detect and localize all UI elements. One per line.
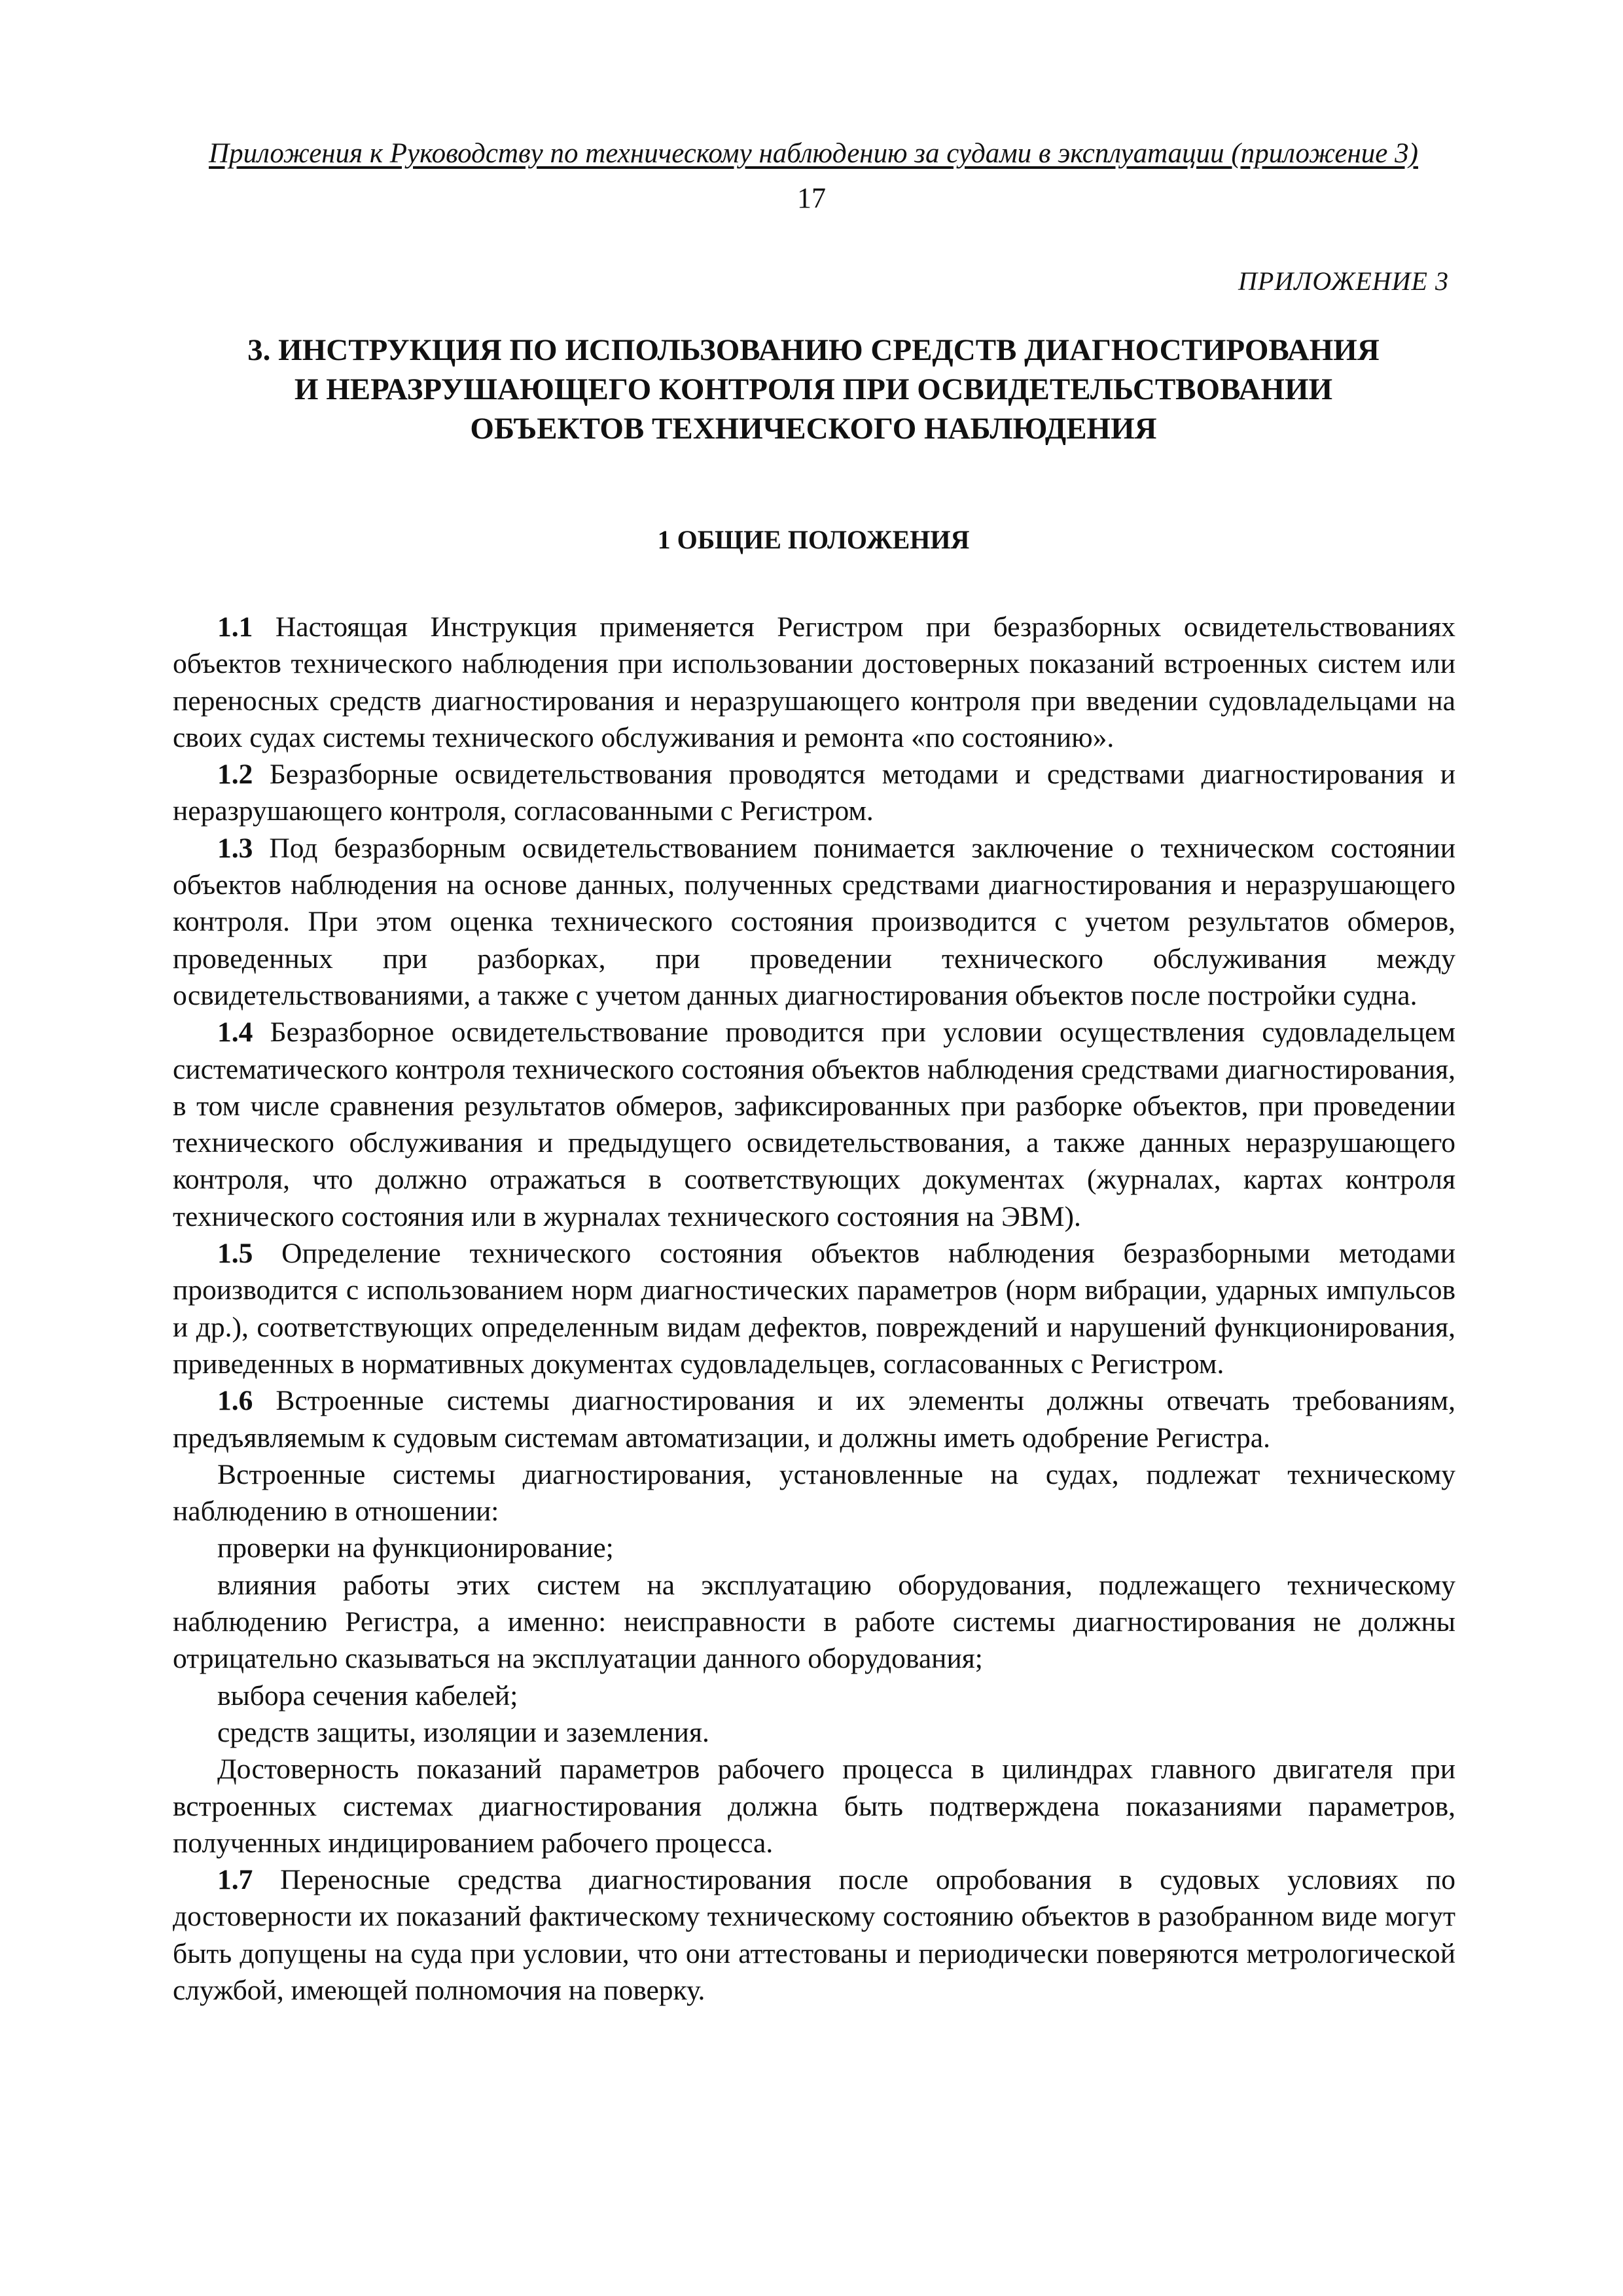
paragraph-number: 1.5 (217, 1238, 253, 1270)
paragraph-text: выбора сечения кабелей; (217, 1679, 518, 1712)
paragraph-text: Под безразборным освидетельствованием понимается заключение о техническом состоянии объектов наблюдения на основе данных, полученных средствами диагностирования и неразрушающего контроля. При этом оценка технического состояния производится с учетом результатов обмеров, проведенных при разборках, при проведении технического обслуживания между освидетельствованиями, а также с учетом данных диагностирования объектов после постройки судна. (173, 832, 1455, 1011)
paragraph-text: средств защиты, изоляции и заземления. (217, 1716, 709, 1748)
paragraph-text: Настоящая Инструкция применяется Регистром при безразборных освидетельствованиях объектов технического наблюдения при использовании достоверных показаний встроенных систем или переносных средств диагностирования и неразрушающего контроля при введении судовладельцами на своих судах системы технического обслуживания и ремонта «по состоянию». (173, 611, 1455, 753)
paragraph-text: Встроенные системы диагностирования, установленные на судах, подлежат техническому наблюдению в отношении: (173, 1458, 1455, 1528)
running-header: Приложения к Руководству по техническому наблюдению за судами в эксплуатации (приложение 3) (209, 138, 1418, 169)
paragraph-text: Переносные средства диагностирования после опробования в судовых условиях по достоверности их показаний фактическому техническому состоянию объектов в разобранном виде могут быть допущены на суда при условии, что они аттестованы и периодически поверяются метрологической службой, имеющей полномочия на поверку. (173, 1864, 1455, 2006)
paragraph-number: 1.3 (217, 832, 253, 864)
document-title-line-2: И НЕРАЗРУШАЮЩЕГО КОНТРОЛЯ ПРИ ОСВИДЕТЕЛЬСТВОВАНИИ (294, 372, 1333, 406)
paragraph (173, 830, 1455, 1014)
paragraph-text: Безразборные освидетельствования проводятся методами и средствами диагностирования и неразрушающего контроля, согласованными с Регистром. (173, 759, 1455, 827)
paragraph (173, 1677, 1455, 1714)
document-title-line-3: ОБЪЕКТОВ ТЕХНИЧЕСКОГО НАБЛЮДЕНИЯ (470, 412, 1157, 446)
paragraph (173, 1014, 1455, 1235)
paragraph (173, 756, 1455, 830)
paragraph-number: 1.2 (217, 759, 253, 791)
page-number: 17 (797, 182, 826, 214)
paragraph (173, 1456, 1455, 1530)
paragraph (173, 1567, 1455, 1677)
document-title-line-1: 3. ИНСТРУКЦИЯ ПО ИСПОЛЬЗОВАНИЮ СРЕДСТВ ДИАГНОСТИРОВАНИЯ (247, 333, 1380, 367)
paragraph (173, 609, 1455, 756)
paragraph (173, 1382, 1455, 1456)
paragraph-text: проверки на функционирование; (217, 1532, 614, 1564)
appendix-label: ПРИЛОЖЕНИЕ 3 (1238, 266, 1449, 296)
paragraph-text: влияния работы этих систем на эксплуатацию оборудования, подлежащего техническому наблюдению Регистра, а именно: неисправности в работе системы диагностирования не должны отрицательно сказываться на эксплуатации данного оборудования; (173, 1569, 1455, 1675)
paragraph (173, 1861, 1455, 2009)
paragraph (173, 1530, 1455, 1566)
paragraph-number: 1.7 (217, 1864, 253, 1896)
paragraph-number: 1.4 (217, 1016, 253, 1049)
paragraph (173, 1751, 1455, 1861)
paragraph-text: Определение технического состояния объектов наблюдения безразборными методами производится с использованием норм диагностических параметров (норм вибрации, ударных импульсов и др.), соответствующих определенным видам дефектов, повреждений и нарушений функционирования, приведенных в нормативных документах судовладельцев, согласованных с Регистром. (173, 1238, 1455, 1380)
document-title (171, 331, 1455, 448)
section-heading: 1 ОБЩИЕ ПОЛОЖЕНИЯ (657, 525, 970, 554)
paragraph-text: Встроенные системы диагностирования и их элементы должны отвечать требованиям, предъявляемым к судовым системам автоматизации, и должны иметь одобрение Регистра. (173, 1385, 1455, 1454)
section-body (173, 609, 1455, 2009)
paragraph-text: Безразборное освидетельствование проводится при условии осуществления судовладельцем систематического контроля технического состояния объектов наблюдения средствами диагностирования, в том числе сравнения результатов обмеров, зафиксированных при разборке объектов, при проведении технического обслуживания и предыдущего освидетельствования, а также данных неразрушающего контроля, что должно отражаться в соответствующих документах (журналах, картах контроля технического состояния или в журналах технического состояния на ЭВМ). (173, 1016, 1455, 1232)
paragraph (173, 1714, 1455, 1751)
paragraph (173, 1235, 1455, 1382)
paragraph-number: 1.6 (217, 1385, 253, 1417)
paragraph-number: 1.1 (217, 611, 253, 643)
paragraph-text: Достоверность показаний параметров рабочего процесса в цилиндрах главного двигателя при встроенных системах диагностирования должна быть подтверждена показаниями параметров, полученных индицированием рабочего процесса. (173, 1753, 1455, 1859)
